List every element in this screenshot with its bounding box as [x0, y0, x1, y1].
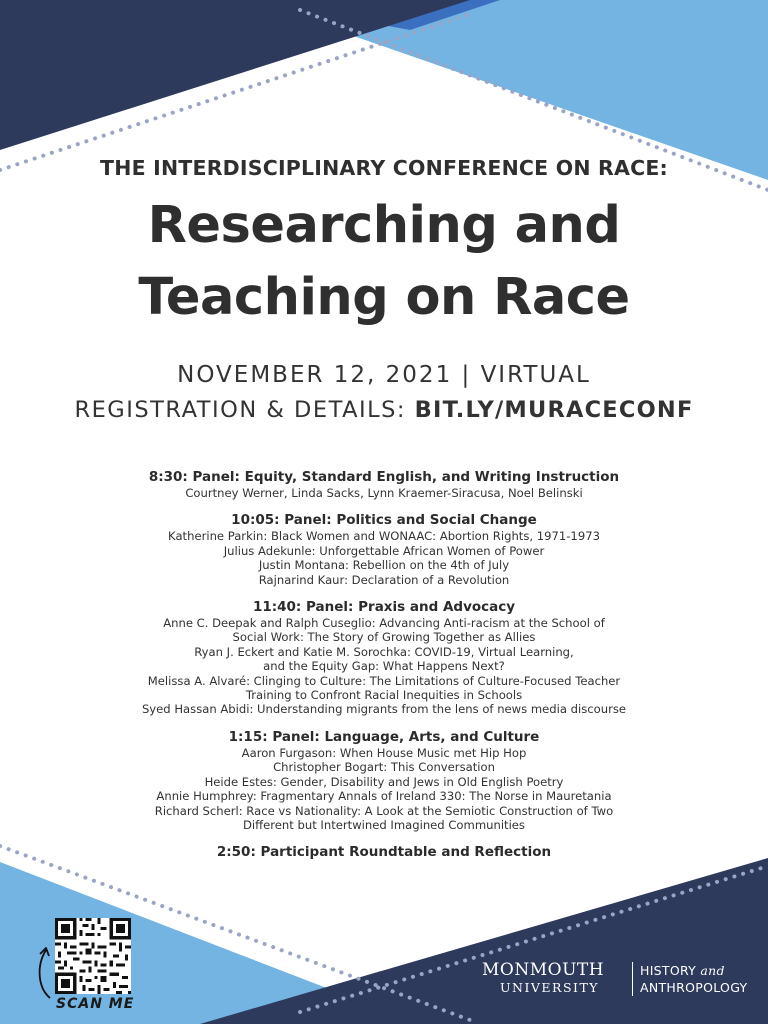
conference-kicker: THE INTERDISCIPLINARY CONFERENCE ON RACE:	[100, 156, 668, 180]
talk-line: Justin Montana: Rebellion on the 4th of July	[258, 558, 510, 573]
session	[40, 728, 728, 832]
talk-line: Heide Estes: Gender, Disability and Jews in Old English Poetry	[204, 774, 564, 789]
schedule	[40, 468, 728, 872]
session	[40, 468, 728, 500]
university-logo	[480, 960, 768, 1000]
department-line-2: ANTHROPOLOGY	[640, 980, 748, 995]
talk-line: Katherine Parkin: Black Women and WONAAC: Abortion Rights, 1971-1973	[168, 529, 600, 544]
university-subtitle: UNIVERSITY	[500, 980, 600, 995]
talk-line: and the Equity Gap: What Happens Next?	[263, 659, 505, 674]
session	[40, 598, 728, 717]
top-navy-triangle	[0, 0, 470, 150]
session-title: 2:50: Participant Roundtable and Reflection	[216, 844, 552, 861]
session-title: 8:30: Panel: Equity, Standard English, and Writing Instruction	[148, 469, 620, 485]
university-name: MONMOUTH	[482, 960, 605, 980]
department-and: and	[700, 963, 725, 978]
talk-line: Social Work: The Story of Growing Together as Allies	[232, 630, 536, 645]
session-title: 10:05: Panel: Politics and Social Change	[231, 512, 537, 529]
talk-line: Training to Confront Racial Inequities in Schools	[245, 688, 523, 703]
session	[40, 511, 728, 587]
talk-line: Christopher Bogart: This Conversation	[273, 760, 495, 775]
logo-divider	[632, 962, 633, 996]
title-line-1: Researching and	[147, 196, 621, 255]
department-history: HISTORY	[640, 963, 701, 978]
talk-line: Julius Adekunle: Unforgettable African Women of Power	[223, 543, 545, 558]
talk-line: Courtney Werner, Linda Sacks, Lynn Kraemer-Siracusa, Noel Belinski	[185, 486, 583, 500]
department-line-1	[640, 963, 725, 978]
talk-line: Melissa A. Alvaré: Clinging to Culture: The Limitations of Culture-Focused Teacher	[147, 673, 621, 688]
registration-link[interactable]: BIT.LY/MURACECONF	[414, 397, 694, 423]
talk-line: Richard Scherl: Race vs Nationality: A Look at the Semiotic Construction of Two	[154, 803, 614, 818]
session-title: 1:15: Panel: Language, Arts, and Culture	[228, 728, 540, 745]
title-line-2: Teaching on Race	[138, 268, 630, 327]
scan-me-label: SCAN ME	[56, 996, 135, 1012]
registration-label: REGISTRATION & DETAILS:	[74, 397, 415, 423]
session	[40, 843, 728, 861]
talk-line: Different but Intertwined Imagined Communities	[243, 817, 525, 832]
curved-arrow-icon	[34, 944, 58, 1000]
registration-line	[0, 397, 768, 423]
talk-line: Ryan J. Eckert and Katie M. Sorochka: COVID-19, Virtual Learning,	[194, 644, 574, 659]
talk-line: Rajnarind Kaur: Declaration of a Revolution	[258, 572, 510, 587]
talk-line: Annie Humphrey: Fragmentary Annals of Ireland 330: The Norse in Mauretania	[156, 789, 612, 804]
talk-line: Aaron Furgason: When House Music met Hip Hop	[241, 745, 527, 760]
session-title: 11:40: Panel: Praxis and Advocacy	[252, 599, 516, 616]
talk-line: Anne C. Deepak and Ralph Cuseglio: Advancing Anti-racism at the School of	[163, 616, 605, 631]
qr-code-icon[interactable]	[55, 918, 131, 994]
date-location: NOVEMBER 12, 2021 | VIRTUAL	[177, 362, 591, 388]
talk-line: Syed Hassan Abidi: Understanding migrants from the lens of news media discourse	[141, 702, 627, 717]
